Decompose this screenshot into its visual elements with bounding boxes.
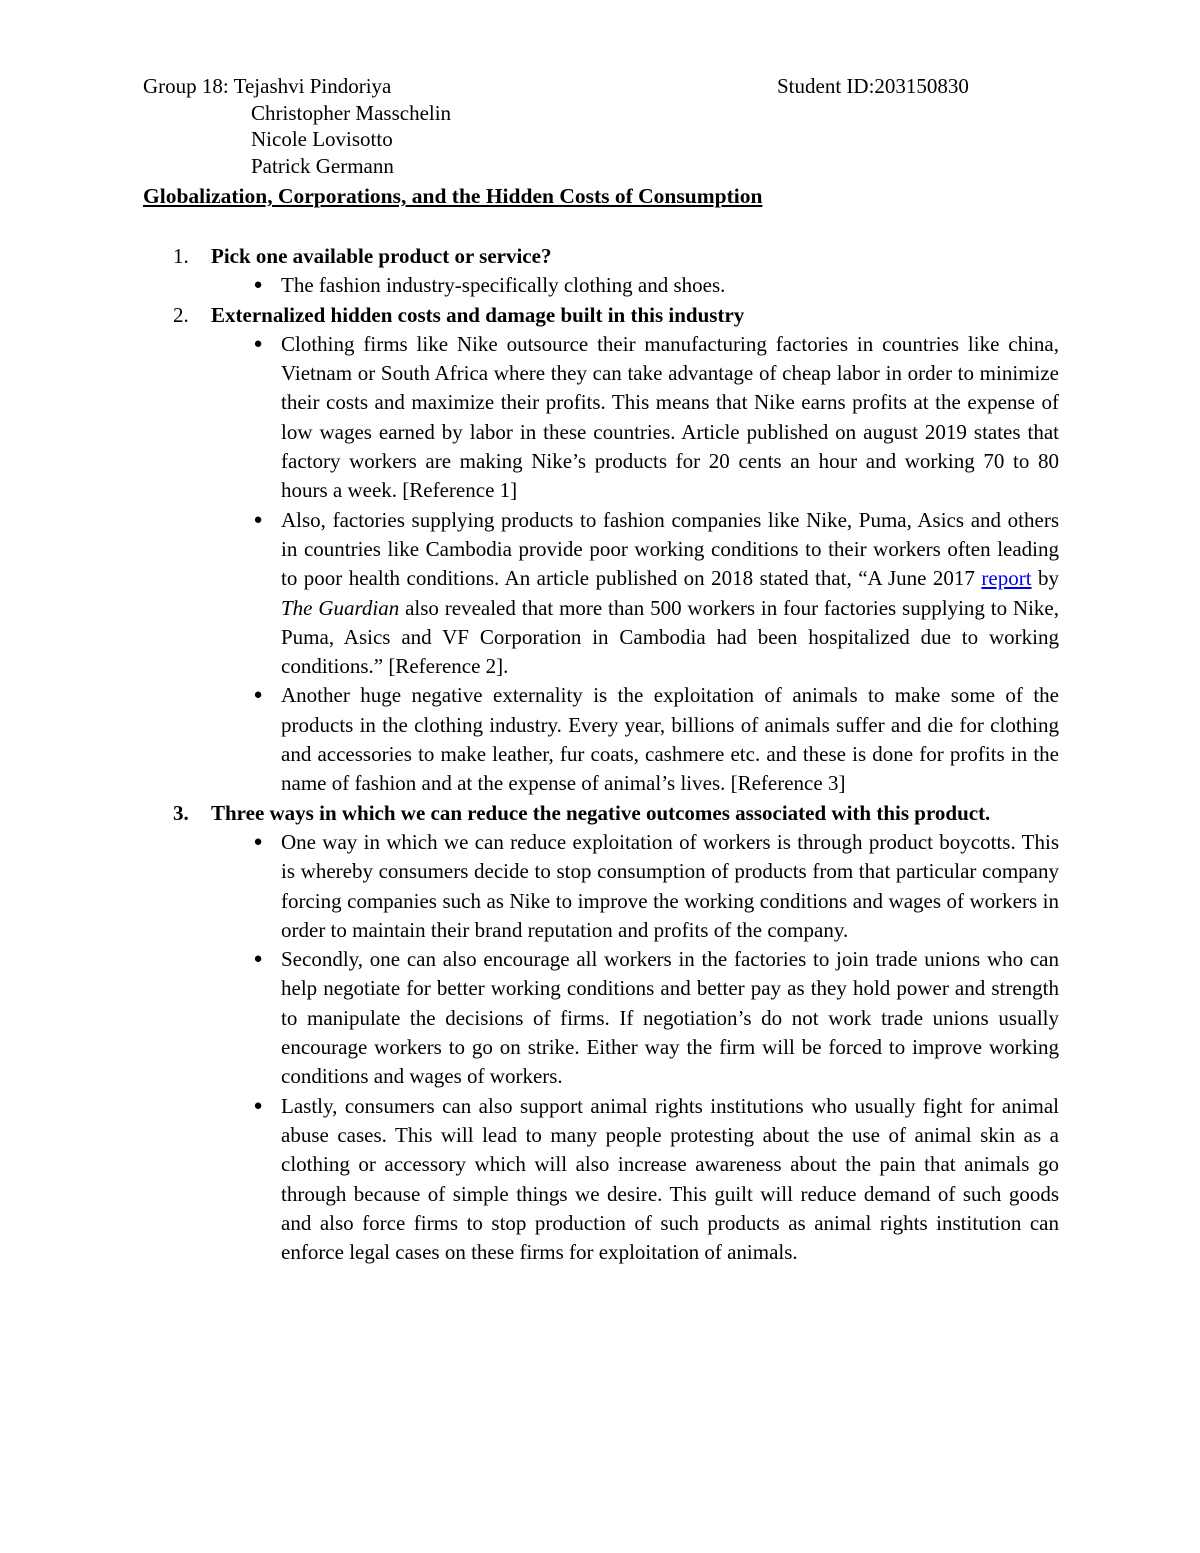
list-item-text <box>281 508 1059 678</box>
bullet-icon: ● <box>253 511 263 528</box>
bullet-icon: ● <box>253 1097 263 1114</box>
bullet-list <box>143 330 1059 799</box>
list-item-text: Clothing firms like Nike outsource their manufacturing factories in countries like china, Vietnam or South Africa where they can take advantage of cheap labor in order to minimize their costs and maximize their profits. This means that Nike earns profits at the expense of low wages earned by labor in these countries. Article published on august 2019 states that factory workers are making Nike’s products for 20 cents an hour and working 70 to 80 hours a week. [Reference 1] <box>281 331 1059 503</box>
publication-name: The Guardian <box>281 595 400 620</box>
member-name: Patrick Germann <box>251 153 394 178</box>
header-block <box>143 73 1063 179</box>
list-item-text: Secondly, one can also encourage all workers in the factories to join trade unions who can help negotiate for better working conditions and better pay as they hold power and strength to manipulate the decisions of firms. If negotiation’s do not work trade unions usually encourage workers to go on strike. Either way the firm will be forced to improve working conditions and wages of workers. <box>281 947 1059 1089</box>
list-item <box>143 506 1059 682</box>
list-item-text: One way in which we can reduce exploitation of workers is through product boycotts. This is whereby consumers decide to stop consumption of products from that particular company forcing companies such as Nike to improve the working conditions and wages of workers in order to maintain their brand reputation and profits of the company. <box>281 829 1059 942</box>
bullet-icon: ● <box>253 951 263 968</box>
group-label: Group 18: Tejashvi Pindoriya <box>143 74 392 98</box>
report-link[interactable]: report <box>981 566 1032 591</box>
list-item <box>143 330 1059 506</box>
bullet-list <box>143 828 1059 1267</box>
list-item-text: Another huge negative externality is the exploitation of animals to make some of the products in the clothing industry. Every year, billions of animals suffer and die for clothing and accessories to make leather, fur coats, cashmere etc. and these is done for profits in the name of fashion and at the expense of animal’s lives. [Reference 3] <box>281 683 1059 796</box>
list-item <box>143 828 1059 945</box>
section-heading-text: Externalized hidden costs and damage built in this industry <box>211 302 745 327</box>
bullet-icon: ● <box>253 277 263 294</box>
bullet-icon: ● <box>253 687 263 704</box>
document-body <box>143 242 1059 1267</box>
section-heading <box>143 301 1059 330</box>
bullet-list <box>143 271 1059 300</box>
document-title: Globalization, Corporations, and the Hidden Costs of Consumption <box>143 184 763 208</box>
list-item-text: Lastly, consumers can also support animal rights institutions who usually fight for animal abuse cases. This will lead to many people protesting about the use of animal skin as a clothing or accessory which will also increase awareness about the pain that animals go through because of simple things we desire. This guilt will reduce demand of such goods and also force firms to stop production of such products as animal rights institution can enforce legal cases on these firms for exploitation of animals. <box>281 1093 1059 1265</box>
member-name: Christopher Masschelin <box>251 100 452 125</box>
section-number: 2. <box>173 302 189 327</box>
bullet-icon: ● <box>253 335 263 352</box>
text-fragment: by <box>1031 566 1059 591</box>
section-heading <box>143 242 1059 271</box>
list-item <box>143 681 1059 798</box>
list-item-text: The fashion industry-specifically clothing and shoes. <box>281 273 726 298</box>
bullet-icon: ● <box>253 833 263 850</box>
section-heading-text: Three ways in which we can reduce the negative outcomes associated with this product. <box>211 800 991 825</box>
text-fragment: Also, factories supplying products to fashion companies like Nike, Puma, Asics and others in countries like Cambodia provide poor working conditions to their workers often leading to poor health conditions. An article published on 2018 stated that, “A June 2017 <box>281 507 1059 591</box>
section-number: 1. <box>173 244 189 268</box>
section-heading-text: Pick one available product or service? <box>211 244 552 268</box>
member-name: Nicole Lovisotto <box>251 127 393 151</box>
list-item <box>143 945 1059 1091</box>
student-id: Student ID:203150830 <box>777 74 969 98</box>
section-heading <box>143 799 1059 828</box>
list-item <box>143 271 1059 300</box>
section-number: 3. <box>173 800 189 825</box>
text-fragment: also revealed that more than 500 workers in four factories supplying to Nike, Puma, Asics and VF Corporation in Cambodia had been hospitalized due to working conditions.” [Reference 2]. <box>281 595 1059 679</box>
list-item <box>143 1092 1059 1268</box>
